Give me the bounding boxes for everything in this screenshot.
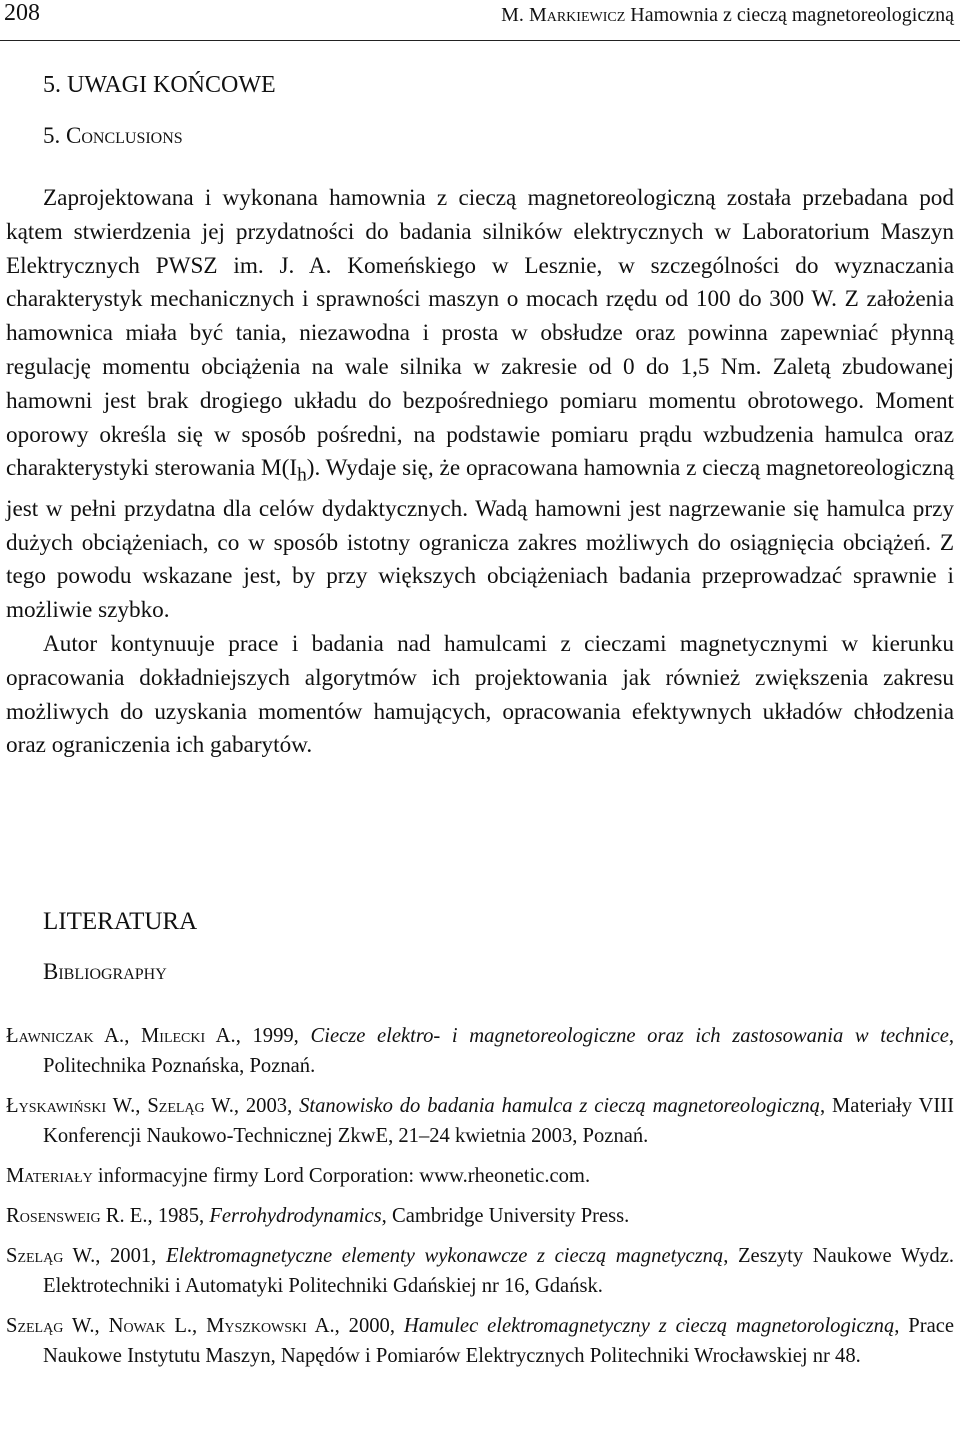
reference-item xyxy=(6,1021,954,1081)
ref-year: , 2001, xyxy=(95,1245,166,1267)
reference-item xyxy=(6,1161,954,1191)
running-author-initial: M. xyxy=(501,4,529,26)
paragraph-1 xyxy=(6,182,954,628)
ref-source: , Materiały VIII Konferencji Naukowo-Technicznej ZkwE, 21–24 kwietnia 2003, Poznań. xyxy=(43,1095,954,1147)
ref-source: , Zeszyty Naukowe Wydz. Elektrotechniki i Automatyki Politechniki Gdańskiej nr 16, Gdańsk. xyxy=(43,1245,954,1297)
ref-title: Stanowisko do badania hamulca z cieczą magnetoreologiczną xyxy=(299,1095,820,1117)
ref-authors: Łyskawiński W., Szeląg W. xyxy=(6,1095,234,1117)
ref-title: Ciecze elektro- i magnetoreologiczne oraz ich zastosowania w technice xyxy=(310,1025,949,1047)
paragraph-1-part-b: ). Wydaje się, że opracowana hamownia z cieczą magnetoreologiczną jest w pełni przydatna dla celów dydaktycznych. Wadą hamowni jest nagrzewanie się hamulca przy dużych obciążeniach, co w sposób istotny ogranicza zakres możliwych do osiągnięcia obciążeń. Z tego powodu wskazane jest, by przy większych obciążeniach badania przeprowadzać sprawnie i możliwie szybko. xyxy=(6,455,954,624)
ref-year: , 2000, xyxy=(334,1315,404,1337)
ref-year: informacyjne firmy Lord Corporation: www.rheonetic.com. xyxy=(92,1165,591,1187)
ref-authors: Szeląg W. xyxy=(6,1245,96,1267)
ref-year: , 1999, xyxy=(235,1025,311,1047)
ref-title: Ferrohydrodynamics xyxy=(209,1205,382,1227)
reference-item xyxy=(6,1201,954,1231)
running-author-surname: Markiewicz xyxy=(528,4,626,26)
paragraph-1-subscript: h xyxy=(297,465,307,487)
ref-authors: Ławniczak A., Milecki A. xyxy=(6,1025,236,1047)
ref-source: , Prace Naukowe Instytutu Maszyn, Napędów i Pomiarów Elektrycznych Politechniki Wrocławskiej nr 48. xyxy=(43,1315,955,1367)
section-heading-pl: 5. UWAGI KOŃCOWE xyxy=(43,72,276,98)
ref-title: Elektromagnetyczne elementy wykonawcze z cieczą magnetyczną xyxy=(165,1245,724,1267)
reference-item xyxy=(6,1091,954,1151)
running-title xyxy=(501,4,954,27)
page-number: 208 xyxy=(4,0,40,26)
reference-item xyxy=(6,1241,954,1301)
ref-year: , 1985, xyxy=(147,1205,210,1227)
section-body xyxy=(6,182,954,763)
ref-authors: Rosensweig R. E. xyxy=(6,1205,148,1227)
running-header xyxy=(0,0,960,41)
ref-title: Hamulec elektromagnetyczny z cieczą magnetorologiczną xyxy=(403,1315,895,1337)
ref-year: , 2003, xyxy=(233,1095,300,1117)
running-title-text: Hamownia z cieczą magnetoreologiczną xyxy=(625,4,954,26)
ref-source: , Politechnika Poznańska, Poznań. xyxy=(43,1025,955,1077)
reference-list xyxy=(6,1021,954,1381)
ref-authors: Szeląg W., Nowak L., Myszkowski A. xyxy=(6,1315,335,1337)
paragraph-2: Autor kontynuuje prace i badania nad hamulcami z cieczami magnetycznymi w kierunku opracowania dokładniejszych algorytmów ich projektowania jak również zwiększenia zakresu możliwych do uzyskania momentów hamujących, opracowania efektywnych układów chłodzenia oraz ograniczenia ich gabarytów. xyxy=(6,631,954,759)
bibliography-heading-en: Bibliography xyxy=(43,959,167,984)
section-heading-en: 5. Conclusions xyxy=(43,123,183,148)
reference-item xyxy=(6,1311,954,1371)
ref-source: , Cambridge University Press. xyxy=(381,1205,630,1227)
bibliography-heading-pl: LITERATURA xyxy=(43,908,198,935)
paragraph-1-part-a: Zaprojektowana i wykonana hamownia z cieczą magnetoreologiczną została przebadana pod kątem stwierdzenia jej przydatności do badania silników elektrycznych w Laboratorium Maszyn Elektrycznych PWSZ im. J. A. Komeńskiego w Lesznie, w szczególności do wyznaczania charakterystyk mechanicznych i sprawności maszyn o mocach rzędu od 100 do 300 W. Z założenia hamownica miała być tania, niezawodna i prosta w obsłudze oraz powinna zapewniać płynną regulację momentu obciążenia na wale silnika w zakresie od 0 do 1,5 Nm. Zaletą zbudowanej hamowni jest brak drogiego układu do bezpośredniego pomiaru momentu obrotowego. Moment oporowy określa się w sposób pośredni, na podstawie pomiaru prądu wzbudzenia hamulca oraz charakterystyki sterowania M(I xyxy=(6,185,954,482)
ref-authors: Materiały xyxy=(6,1165,93,1187)
